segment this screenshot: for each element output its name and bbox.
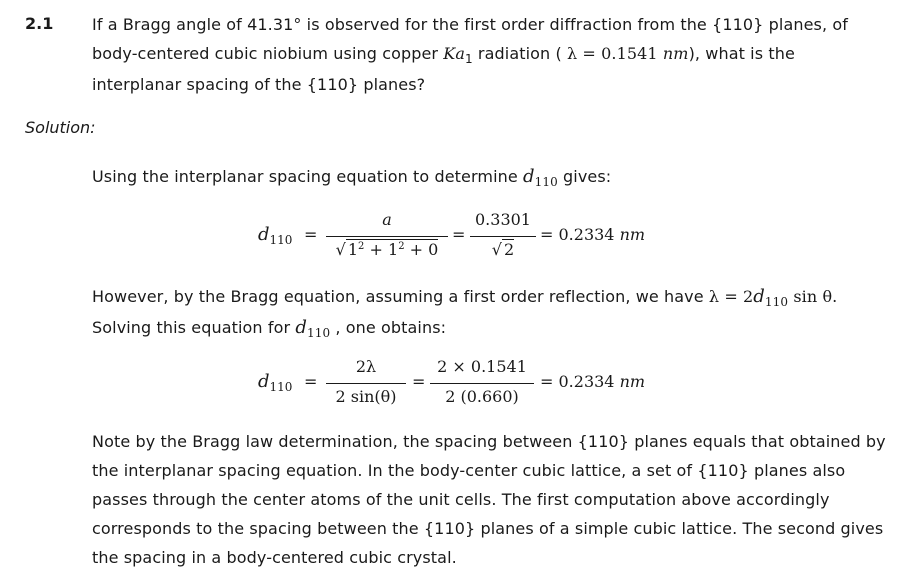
eq1-fraction-2 bbox=[470, 210, 536, 266]
bragg-line-1 bbox=[92, 282, 892, 313]
solution-label: Solution: bbox=[25, 118, 96, 137]
radicand bbox=[346, 239, 438, 259]
text: radiation ( bbox=[472, 44, 567, 63]
text: ), what is the bbox=[688, 44, 795, 63]
d-symbol: d bbox=[522, 166, 535, 187]
numerator: 2λ bbox=[355, 357, 377, 376]
text: gives: bbox=[557, 167, 612, 186]
problem-statement bbox=[92, 10, 892, 99]
bragg-line-2 bbox=[92, 313, 892, 344]
eq1-equals: = bbox=[304, 225, 318, 244]
fraction-bar bbox=[326, 383, 406, 384]
d-subscript: 110 bbox=[306, 326, 331, 340]
numerator: 0.3301 bbox=[475, 210, 531, 229]
exponent: 2 bbox=[398, 241, 405, 252]
term: 1 bbox=[347, 240, 359, 259]
eq2-lhs bbox=[258, 371, 292, 392]
d-symbol: d bbox=[258, 224, 270, 245]
bragg-equation: λ = 2 bbox=[708, 287, 754, 306]
exponent: 2 bbox=[358, 241, 365, 252]
eq2-equals-2: = bbox=[412, 372, 426, 391]
intro-line bbox=[92, 162, 611, 193]
result-value: = 0.2334 bbox=[540, 225, 620, 244]
note-line-5: the spacing in a body-centered cubic crystal. bbox=[92, 548, 457, 567]
problem-line-1: If a Bragg angle of 41.31° is observed for the first order diffraction from the {110} planes, of bbox=[92, 15, 848, 34]
note-line-4: corresponds to the spacing between the {110} planes of a simple cubic lattice. The second gives bbox=[92, 519, 884, 538]
note-line-1: Note by the Bragg law determination, the spacing between {110} planes equals that obtained by bbox=[92, 432, 886, 451]
sqrt-symbol: √ bbox=[491, 240, 502, 259]
problem-line-2 bbox=[92, 39, 892, 70]
note-line-2: the interplanar spacing equation. In the body-center cubic lattice, a set of {110} planes also bbox=[92, 461, 846, 480]
eq1-equals-2: = bbox=[452, 225, 466, 244]
text: , one obtains: bbox=[330, 318, 447, 337]
eq2-equals: = bbox=[304, 372, 318, 391]
eq2-result bbox=[540, 372, 645, 391]
term: + 0 bbox=[404, 240, 439, 259]
fraction-bar bbox=[326, 236, 448, 237]
d-subscript: 110 bbox=[269, 233, 293, 247]
eq1-lhs bbox=[258, 224, 292, 245]
d-subscript: 110 bbox=[269, 380, 293, 394]
result-value: = 0.2334 bbox=[540, 372, 620, 391]
eq2-fraction-1 bbox=[326, 357, 406, 413]
eq2-fraction-2 bbox=[430, 357, 534, 413]
radicand: 2 bbox=[504, 240, 515, 259]
fraction-bar bbox=[470, 236, 536, 237]
text: Using the interplanar spacing equation to determine bbox=[92, 167, 523, 186]
eq1-result bbox=[540, 225, 645, 244]
text: Solving this equation for bbox=[92, 318, 296, 337]
denominator: 2 (0.660) bbox=[445, 387, 519, 406]
denominator bbox=[470, 240, 536, 259]
unit-nm: nm bbox=[619, 372, 646, 391]
unit-nm: nm bbox=[662, 44, 689, 63]
numerator: 2 × 0.1541 bbox=[437, 357, 527, 376]
numerator: a bbox=[382, 210, 392, 229]
eq1-fraction-1 bbox=[326, 210, 448, 266]
d-symbol: d bbox=[753, 286, 765, 307]
denominator: 2 sin(θ) bbox=[335, 387, 397, 406]
note-paragraph bbox=[92, 427, 897, 572]
lambda-value: λ = 0.1541 bbox=[567, 44, 663, 63]
term: + 1 bbox=[364, 240, 399, 259]
bragg-paragraph bbox=[92, 282, 892, 344]
note-line-3: passes through the center atoms of the unit cells. The first computation above accordingly bbox=[92, 490, 830, 509]
sin-theta: sin θ. bbox=[788, 287, 838, 306]
d-subscript: 110 bbox=[534, 175, 558, 189]
d-symbol: d bbox=[295, 317, 307, 338]
unit-nm: nm bbox=[619, 225, 646, 244]
fraction-bar bbox=[430, 383, 534, 384]
sqrt-symbol: √ bbox=[335, 240, 346, 259]
text: However, by the Bragg equation, assuming a first order reflection, we have bbox=[92, 287, 709, 306]
k-alpha-subscript: 1 bbox=[465, 52, 473, 66]
problem-line-3: interplanar spacing of the {110} planes? bbox=[92, 75, 426, 94]
denominator bbox=[326, 240, 448, 259]
problem-number: 2.1 bbox=[25, 14, 54, 33]
text: body-centered cubic niobium using copper bbox=[92, 44, 444, 63]
d-subscript: 110 bbox=[764, 295, 789, 309]
k-alpha-symbol: Ka bbox=[443, 44, 465, 63]
d-symbol: d bbox=[258, 371, 270, 392]
